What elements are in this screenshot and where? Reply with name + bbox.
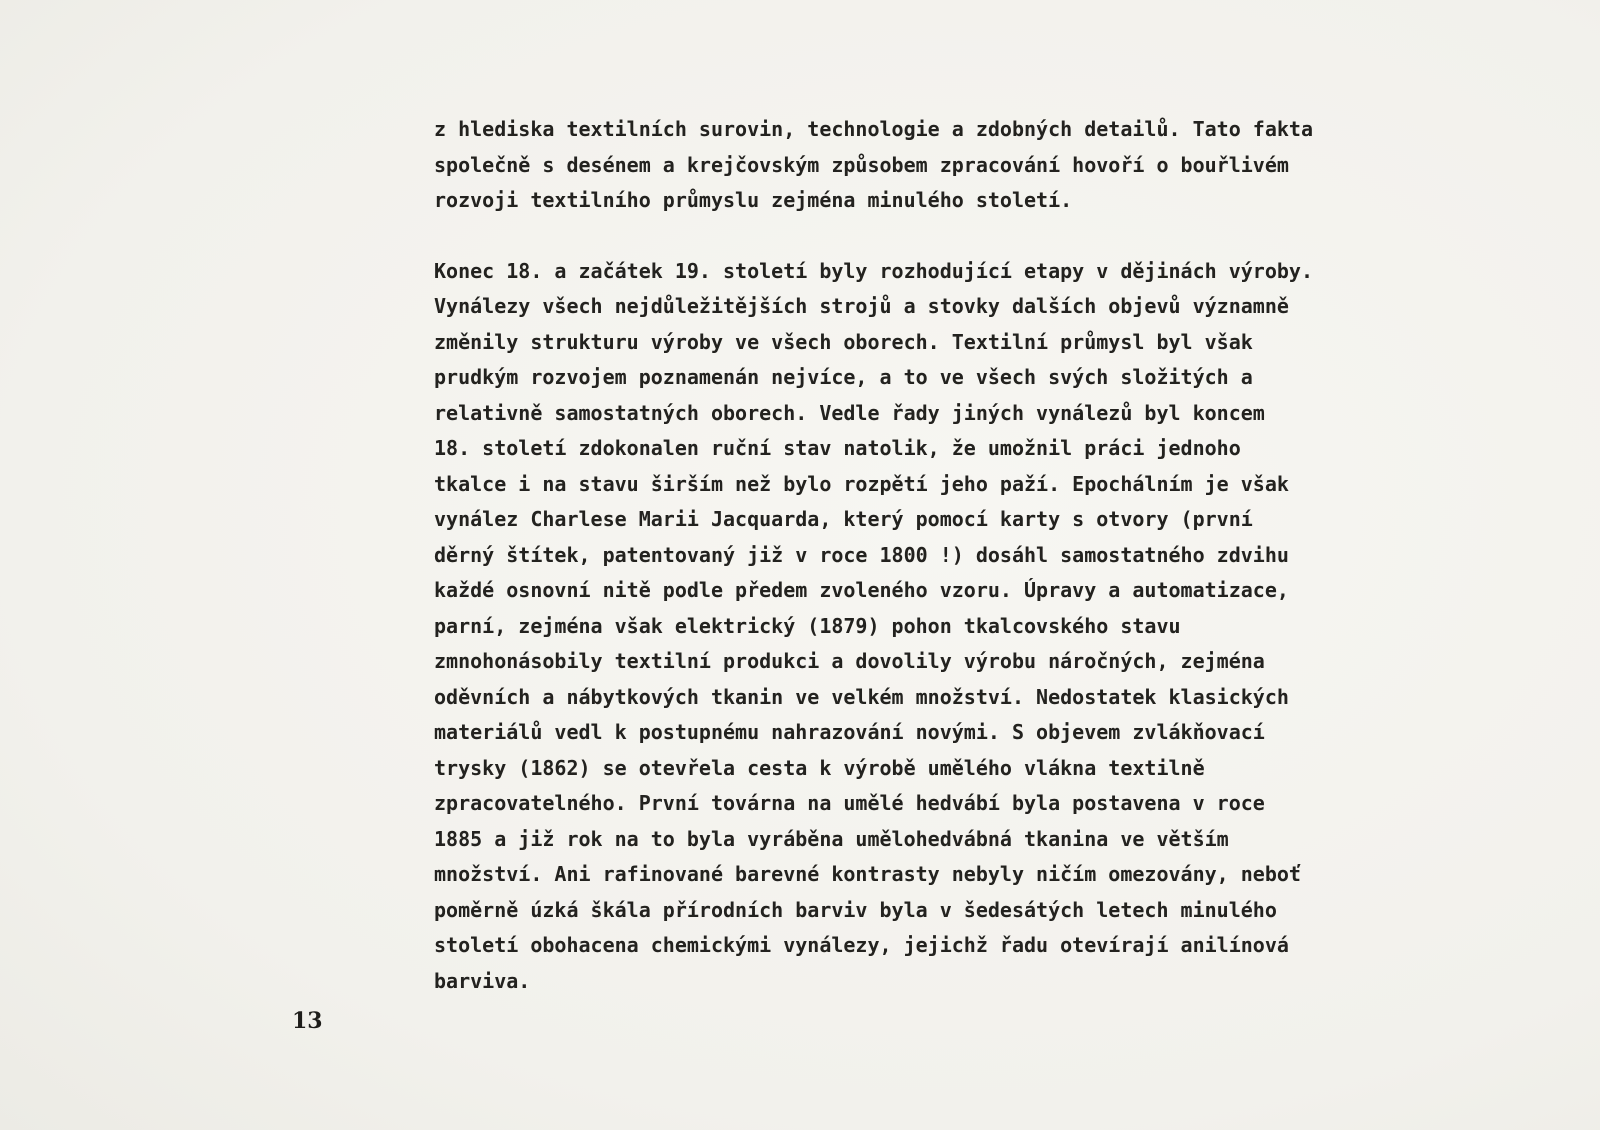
text-line: oděvních a nábytkových tkanin ve velkém množství. Nedostatek klasických xyxy=(434,684,1289,709)
text-line: množství. Ani rafinované barevné kontrasty nebyly ničím omezovány, neboť xyxy=(434,862,1301,886)
text-line: parní, zejména však elektrický (1879) pohon tkalcovského stavu xyxy=(434,613,1181,638)
text-line: děrný štítek, patentovaný již v roce 1800 !) dosáhl samostatného zdvihu xyxy=(434,542,1289,567)
paragraph-2 xyxy=(434,254,1504,1000)
text-line: trysky (1862) se otevřela cesta k výrobě umělého vlákna textilně xyxy=(434,755,1205,780)
text-line: relativně samostatných oborech. Vedle řady jiných vynálezů byl koncem xyxy=(434,400,1265,425)
text-line: Vynálezy všech nejdůležitějších strojů a stovky dalších objevů významně xyxy=(434,294,1289,318)
text-line: 1885 a již rok na to byla vyráběna umělohedvábná tkanina ve větším xyxy=(434,826,1229,851)
text-line: 18. století zdokonalen ruční stav natolik, že umožnil práci jednoho xyxy=(434,436,1241,460)
text-line: tkalce i na stavu širším než bylo rozpětí jeho paží. Epochálním je však xyxy=(434,471,1289,496)
text-line: společně s desénem a krejčovským způsobem zpracování hovoří o bouřlivém xyxy=(434,152,1289,177)
text-line: zmnohonásobily textilní produkci a dovolily výrobu náročných, zejména xyxy=(434,649,1265,673)
page-number: 13 xyxy=(292,1008,323,1034)
text-line: vynález Charlese Marii Jacquarda, který pomocí karty s otvory (první xyxy=(434,507,1253,531)
text-line: zpracovatelného. První továrna na umělé hedvábí byla postavena v roce xyxy=(434,791,1265,815)
text-line: materiálů vedl k postupnému nahrazování novými. S objevem zvlákňovací xyxy=(434,720,1265,744)
text-line: změnily strukturu výroby ve všech oborech. Textilní průmysl byl však xyxy=(434,329,1253,354)
text-line: století obohacena chemickými vynálezy, jejichž řadu otevírají anilínová xyxy=(434,933,1289,957)
text-line: barviva. xyxy=(434,968,531,993)
text-line: každé osnovní nitě podle předem zvoleného vzoru. Úpravy a automatizace, xyxy=(434,578,1289,602)
text-line: poměrně úzká škála přírodních barviv byla v šedesátých letech minulého xyxy=(434,897,1277,922)
text-line: prudkým rozvojem poznamenán nejvíce, a to ve všech svých složitých a xyxy=(434,365,1253,389)
text-line: rozvoji textilního průmyslu zejména minulého století. xyxy=(434,188,1073,212)
text-line: z hlediska textilních surovin, technologie a zdobných detailů. Tato fakta xyxy=(434,117,1313,141)
body-text xyxy=(434,112,1504,999)
paragraph-1 xyxy=(434,112,1504,219)
text-line: Konec 18. a začátek 19. století byly rozhodující etapy v dějinách výroby. xyxy=(434,258,1313,283)
